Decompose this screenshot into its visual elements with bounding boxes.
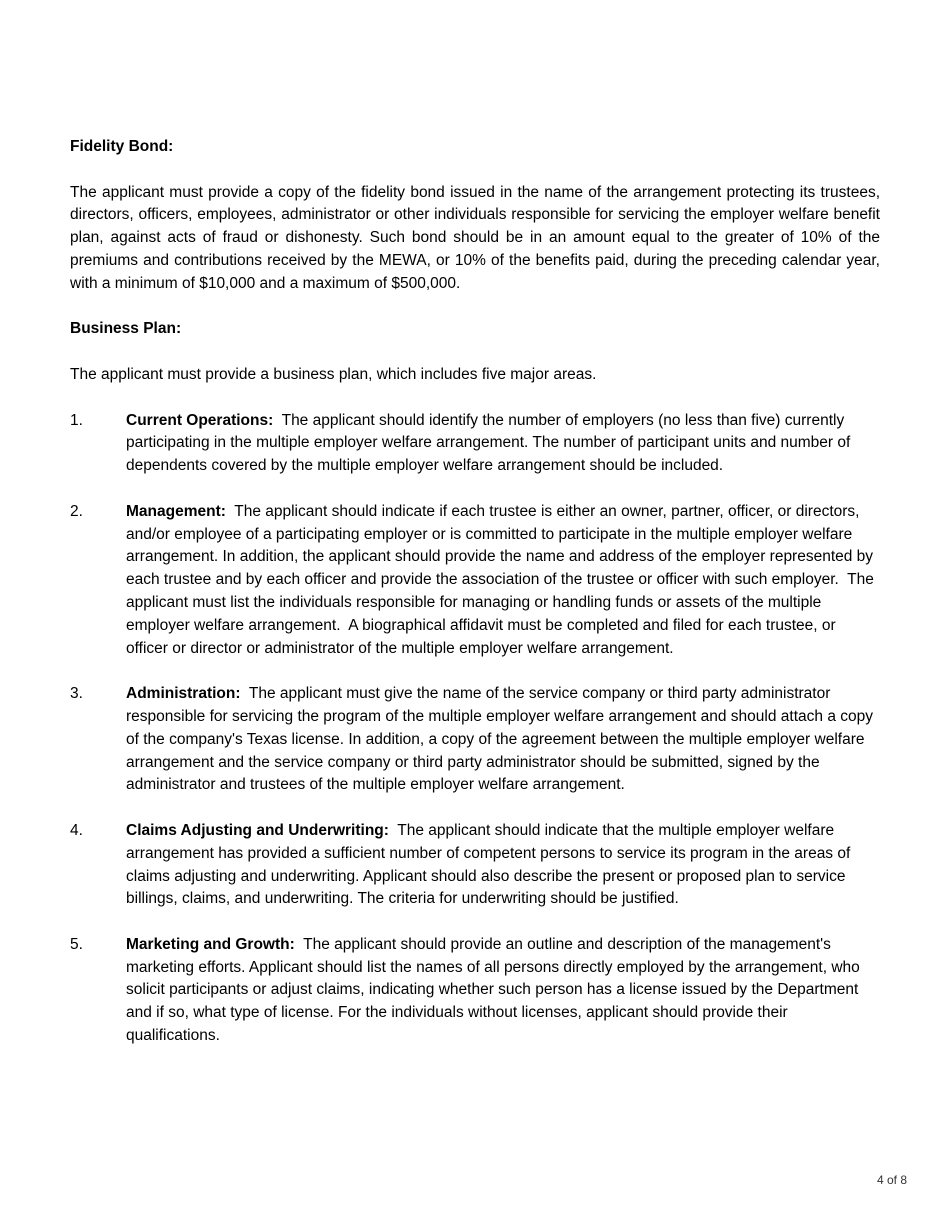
fidelity-bond-paragraph: The applicant must provide a copy of the fidelity bond issued in the name of the arrangement protecting its trustees, directors, officers, employees, administrator or other individuals responsible for servicing the employer welfare benefit plan, against acts of fraud or dishonesty. Such bond should be in an amount equal to the greater of 10% of the premiums and contributions received by the MEWA, or 10% of the benefits paid, during the preceding calendar year, with a minimum of $10,000 and a maximum of $500,000. [70,183,880,292]
spacer [70,660,880,683]
item-text: The applicant should identify the number of employers (no less than five) currently participating in the multiple employer welfare arrangement. The number of participant units and number of dependents covered by the multiple employer welfare arrangement should be included. [126,411,855,475]
spacer [70,478,880,501]
document-page [70,136,880,1048]
spacer [70,341,880,364]
item-number: 3. [70,685,83,703]
spacer [70,159,880,182]
item-title: Administration: [126,685,241,703]
business-plan-item-claims-underwriting [70,820,880,911]
item-text: The applicant must give the name of the service company or third party administrator responsible for servicing the program of the multiple employer welfare arrangement and should attach a copy of the company's Texas license. In addition, a copy of the agreement between the multiple employer welfare arrangement and the service company or third party administrator should be submitted, signed by the administrator and trustees of the multiple employer welfare arrangement. [126,685,878,794]
item-title: Claims Adjusting and Underwriting: [126,821,389,839]
business-plan-intro: The applicant must provide a business plan, which includes five major areas. [70,365,597,383]
item-text: The applicant should indicate that the multiple employer welfare arrangement has provided a sufficient number of competent persons to service its program in the areas of claims adjusting and underwriting. Applicant should also describe the present or proposed plan to service billings, claims, and underwriting. The criteria for underwriting should be justified. [126,821,855,908]
spacer [70,911,880,934]
spacer [70,387,880,410]
item-number: 1. [70,411,83,429]
item-number: 5. [70,935,83,953]
item-text: The applicant should provide an outline and description of the management's marketing efforts. Applicant should list the names of all persons directly employed by the arrangement, who solicit participants or adjust claims, indicating whether such person has a license issued by the Department and if so, what type of license. For the individuals without licenses, applicant should provide their qualifications. [126,935,865,1045]
fidelity-bond-heading: Fidelity Bond: [70,138,174,155]
item-title: Marketing and Growth: [126,935,295,953]
item-title: Management: [126,502,226,520]
item-text: The applicant should indicate if each trustee is either an owner, partner, officer, or directors, and/or employee of a participating employer or is committed to participate in the multiple employer welfare arrangement. In addition, the applicant should provide the name and address of the employer represented by each trustee and by each officer and provide the association of the trustee or officer with such employer. The applicant must list the individuals responsible for managing or handling funds or assets of the multiple employer welfare arrangement. A biographical affidavit must be completed and filed for each trustee, or officer or director or administrator of the multiple employer welfare arrangement. [126,502,879,657]
page-number: 4 of 8 [876,1173,907,1187]
business-plan-item-marketing-growth [70,934,880,1048]
spacer [70,797,880,820]
spacer [70,296,880,319]
item-title: Current Operations: [126,411,274,429]
business-plan-item-administration [70,683,880,797]
item-number: 4. [70,821,83,839]
business-plan-heading: Business Plan: [70,320,182,338]
item-number: 2. [70,502,83,520]
business-plan-item-current-operations [70,410,880,478]
business-plan-item-management [70,501,880,661]
